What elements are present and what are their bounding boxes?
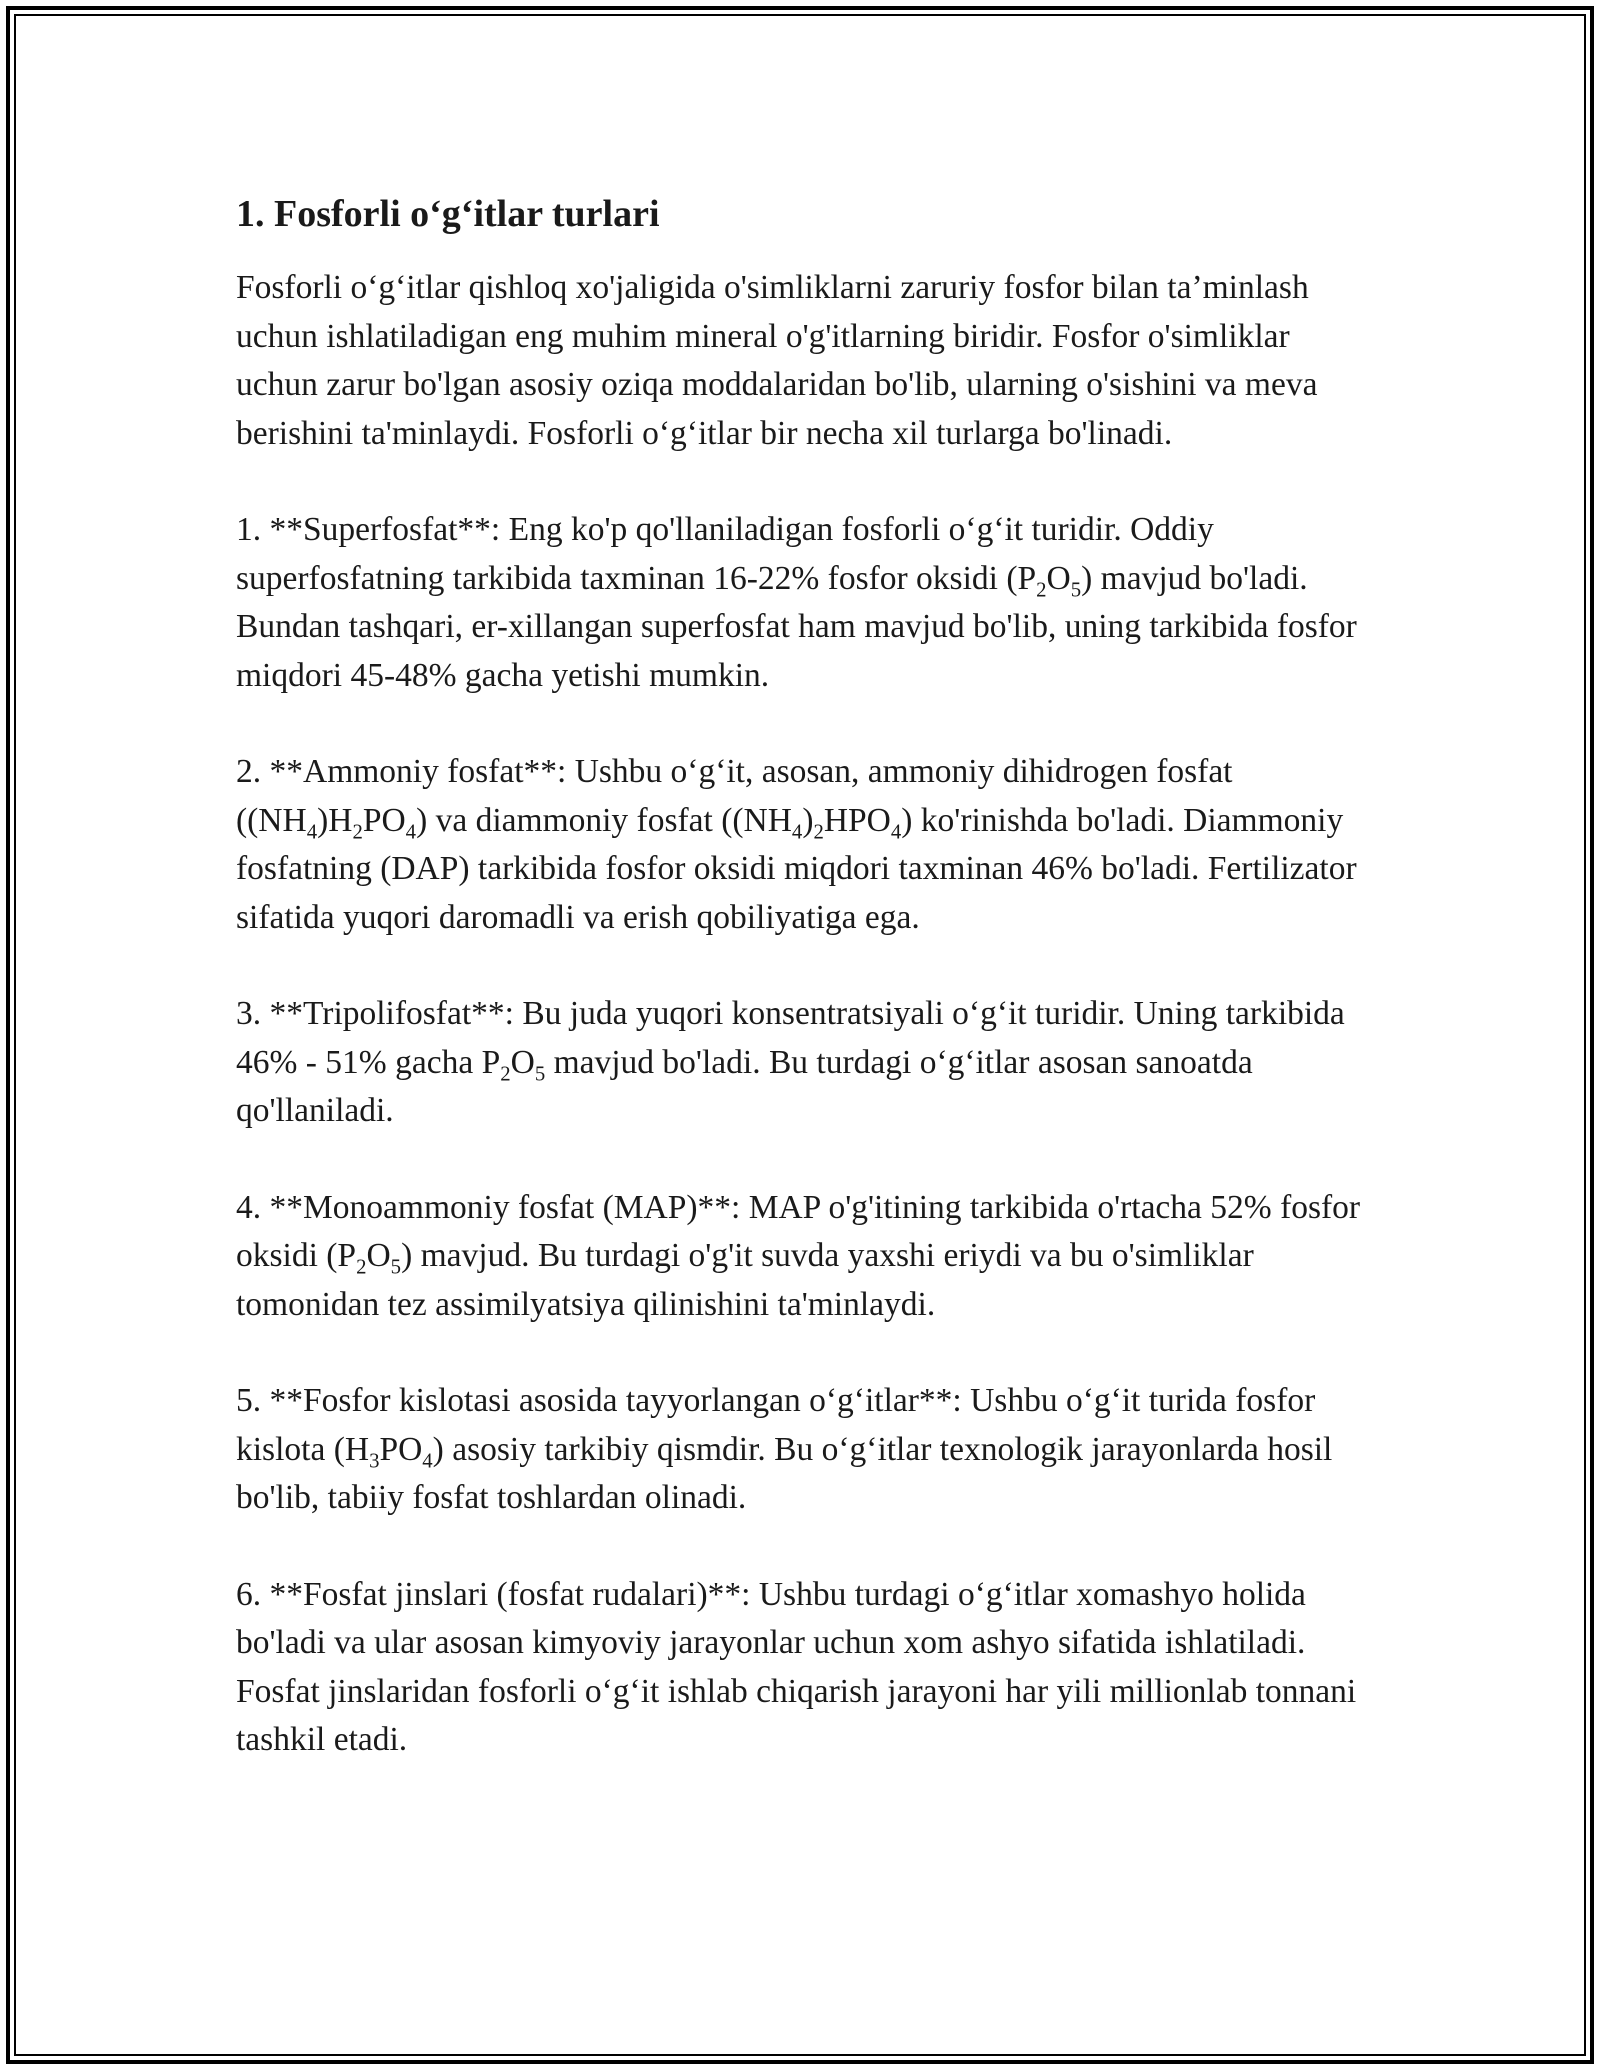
- text-run: 2. **Ammoniy fosfat**: Ushbu o‘g‘it, asosan, ammoniy dihidrogen fosfat ((NH: [236, 753, 1233, 839]
- list-item-fosfor-kislotasi: [236, 1377, 1371, 1523]
- text-run: 1. **Superfosfat**: Eng ko'p qo'llaniladigan fosforli o‘g‘it turidir. Oddiy superfosfatning tarkibida taxminan 16-22% fosfor oksidi (P: [236, 511, 1214, 597]
- list-item-ammoniy-fosfat: [236, 748, 1371, 942]
- text-run: 6. **Fosfat jinslari (fosfat rudalari)**: Ushbu turdagi o‘g‘itlar xomashyo holida bo'ladi va ular asosan kimyoviy jarayonlar uchun xom ashyo sifatida ishlatiladi. Fosfat jinslaridan fosforli o‘g‘it ishlab chiqarish jarayoni har yili millionlab tonnani tashkil etadi.: [236, 1575, 1357, 1758]
- text-run: 4. **Monoammoniy fosfat (MAP)**: MAP o'g'itining tarkibida o'rtacha 52% fosfor oksidi (P: [236, 1188, 1361, 1274]
- text-run: O: [366, 1237, 391, 1274]
- text-run: ): [802, 801, 814, 839]
- text-run: 3. **Tripolifosfat**: Bu juda yuqori konsentratsiyali o‘g‘it turidir. Uning tarkibida 46% - 51% gacha P: [236, 995, 1345, 1081]
- text-run: ) va diammoniy fosfat ((NH: [416, 801, 792, 839]
- text-run: )H: [317, 801, 353, 839]
- intro-paragraph: Fosforli o‘g‘itlar qishloq xo'jaligida o'simliklarni zaruriy fosfor bilan ta’minlash uchun ishlatiladigan eng muhim mineral o'g'itlarning biridir. Fosfor o'simliklar uchun zarur bo'lgan asosiy oziqa moddalaridan bo'lib, ularning o'sishini va meva berishini ta'minlaydi. Fosforli o‘g‘itlar bir necha xil turlarga bo'linadi.: [236, 269, 1318, 452]
- subscript: 5: [390, 1255, 402, 1279]
- subscript: 5: [1070, 577, 1082, 601]
- subscript: 2: [500, 1061, 511, 1085]
- text-run: ) mavjud bo'ladi. Bundan tashqari, er-xillangan superfosfat ham mavjud bo'lib, uning tarkibida fosfor miqdori 45-48% gacha yetishi mumkin.: [236, 559, 1357, 694]
- text-run: mavjud bo'ladi. Bu turdagi o‘g‘itlar asosan sanoatda qo'llaniladi.: [236, 1043, 1253, 1129]
- text-run: ) asosiy tarkibiy qismdir. Bu o‘g‘itlar texnologik jarayonlarda hosil bo'lib, tabiiy fosfat toshlardan olinadi.: [236, 1430, 1333, 1516]
- subscript: 4: [791, 819, 803, 843]
- text-run: O: [510, 1043, 535, 1081]
- subscript: 4: [405, 819, 417, 843]
- subscript: 2: [813, 819, 824, 843]
- text-run: ) ko'rinishda bo'ladi. Diammoniy fosfatning (DAP) tarkibida fosfor oksidi miqdori taxminan 46% bo'ladi. Fertilizator sifatida yuqori daromadli va erish qobiliyatiga ega.: [236, 801, 1357, 936]
- document-body: [236, 188, 1371, 1813]
- list-item-superfosfat: [236, 506, 1371, 700]
- section-heading: 1. Fosforli o‘g‘itlar turlari: [236, 193, 660, 235]
- text-run: PO: [379, 1430, 423, 1468]
- text-run: O: [1046, 559, 1071, 597]
- text-run: 5. **Fosfor kislotasi asosida tayyorlangan o‘g‘itlar**: Ushbu o‘g‘it turida fosfor kislota (H: [236, 1382, 1316, 1468]
- list-item-tripolifosfat: [236, 990, 1371, 1136]
- subscript: 2: [352, 819, 363, 843]
- list-item-monoammoniy-fosfat: [236, 1184, 1371, 1330]
- subscript: 4: [422, 1448, 433, 1472]
- subscript: 2: [356, 1255, 367, 1279]
- text-run: PO: [362, 801, 406, 839]
- subscript: 2: [1036, 577, 1047, 601]
- subscript: 4: [890, 819, 902, 843]
- text-run: ) mavjud. Bu turdagi o'g'it suvda yaxshi eriydi va bu o'simliklar tomonidan tez assimilyatsiya qilinishini ta'minlaydi.: [236, 1237, 1254, 1323]
- subscript: 5: [534, 1061, 546, 1085]
- text-run: HPO: [823, 801, 891, 839]
- subscript: 4: [306, 819, 318, 843]
- list-item-fosfat-jinslari: [236, 1571, 1371, 1765]
- subscript: 3: [369, 1448, 380, 1472]
